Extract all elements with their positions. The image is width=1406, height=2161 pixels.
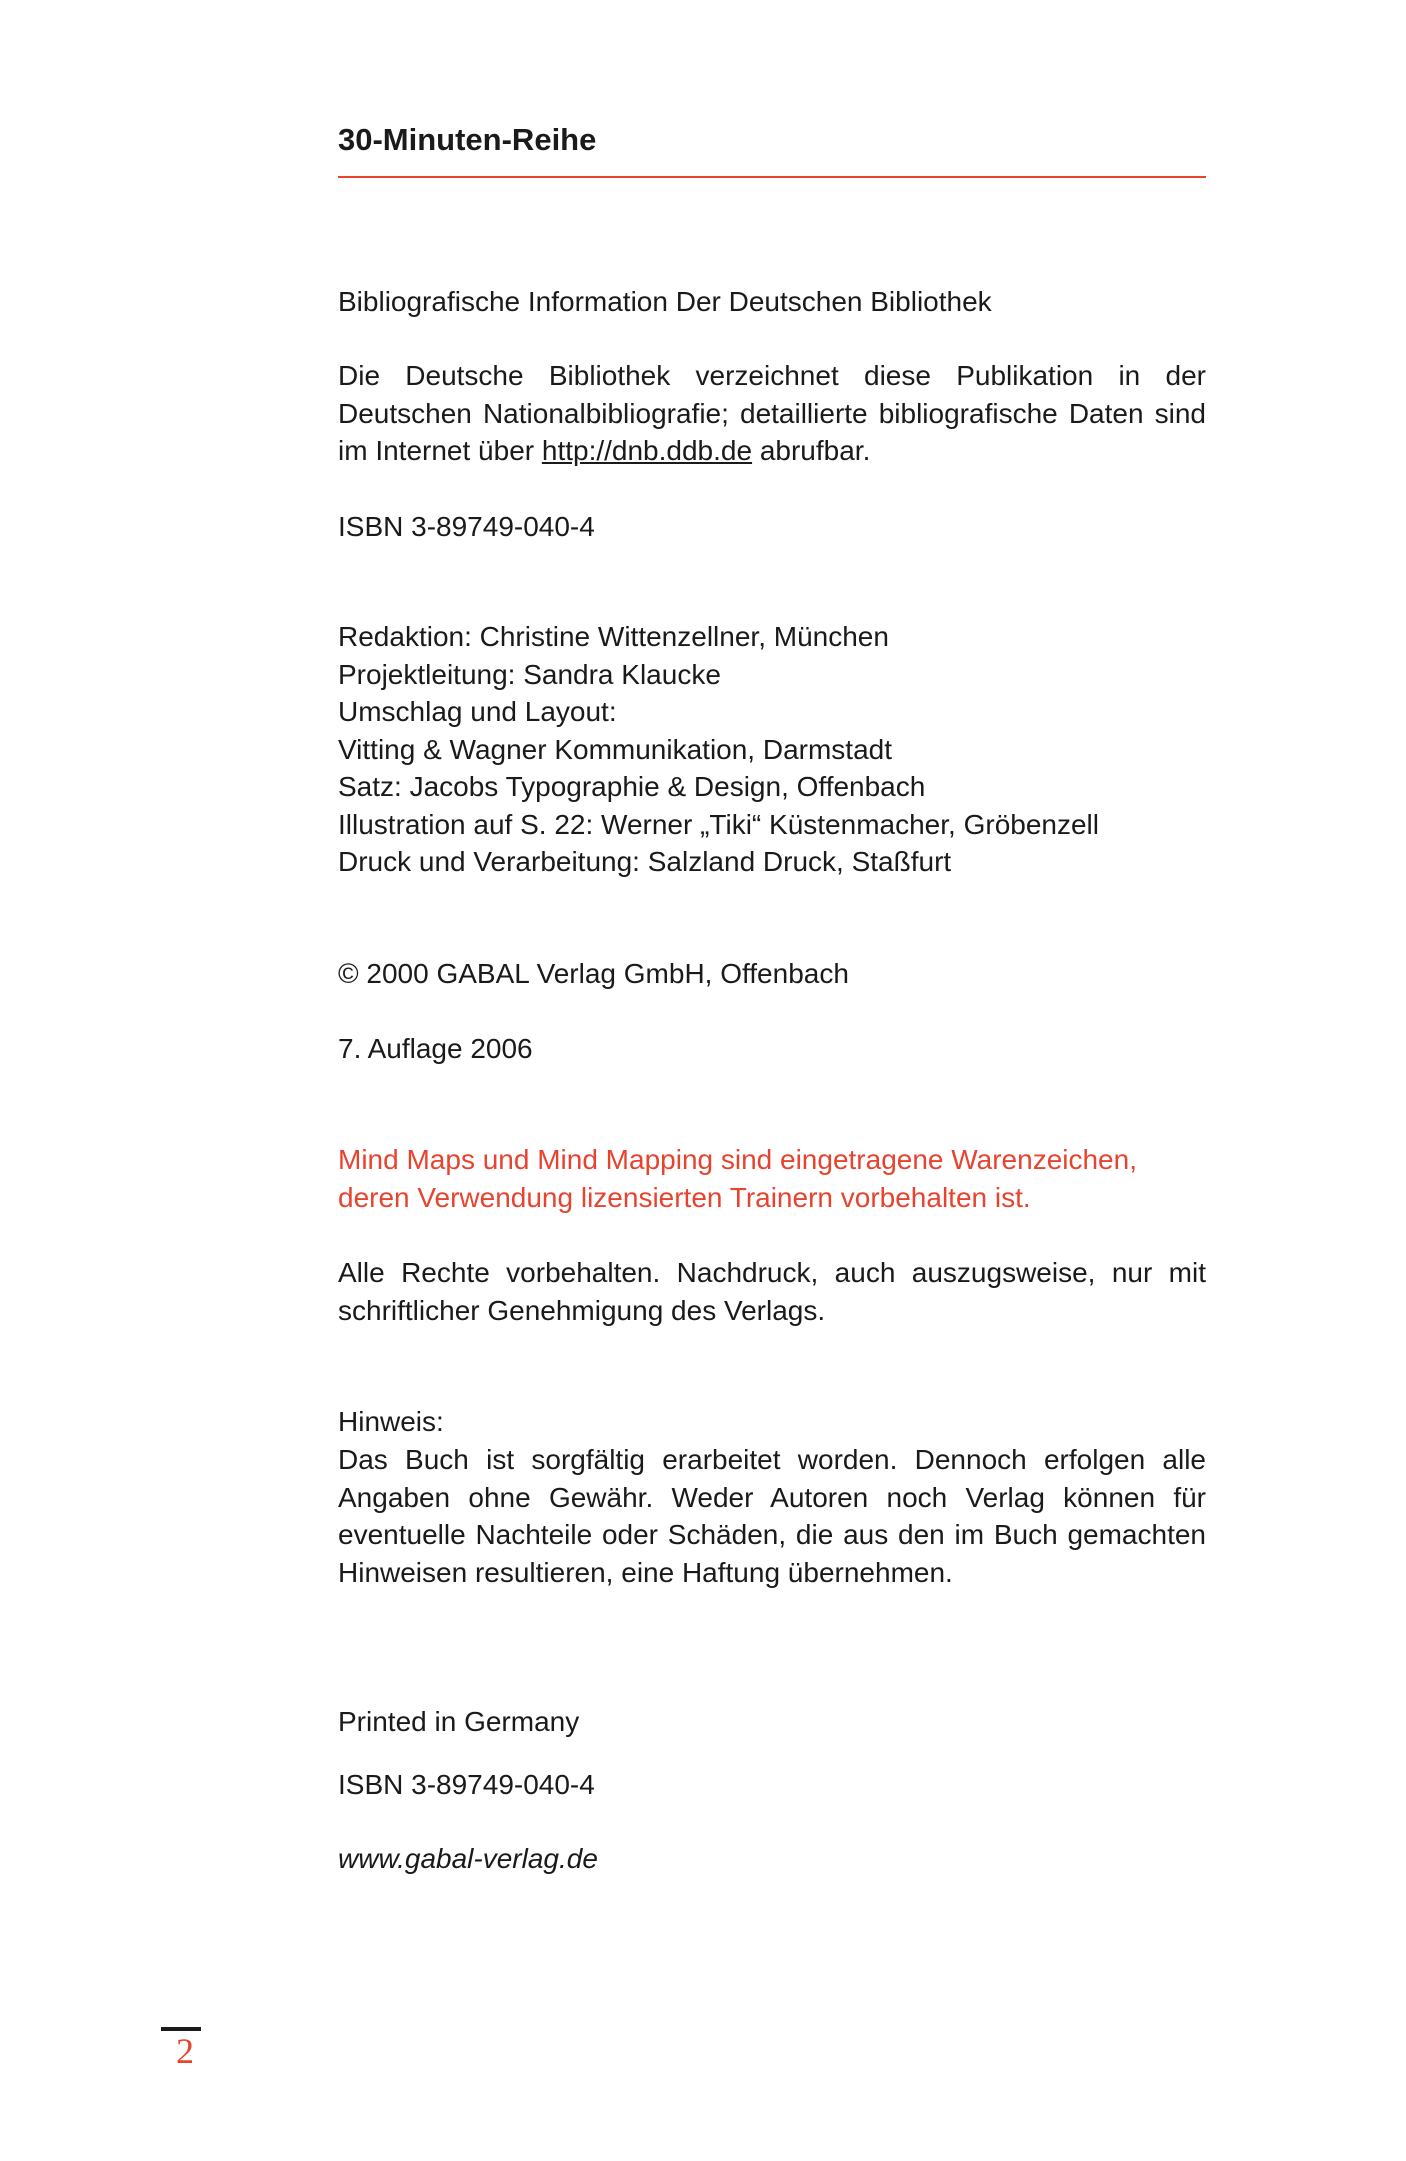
credit-line: Projektleitung: Sandra Klaucke <box>338 658 721 690</box>
series-title: 30-Minuten-Reihe <box>338 122 597 157</box>
credit-line: Umschlag und Layout: <box>338 696 617 727</box>
notice-label: Hinweis: <box>338 1406 444 1437</box>
trademark-notice: Mind Maps und Mind Mapping sind eingetragene Warenzeichen, deren Verwendung lizensierten Trainern vorbehalten ist. <box>338 1144 1137 1213</box>
credit-line: Druck und Verarbeitung: Salzland Druck, Staßfurt <box>338 846 952 877</box>
copyright-line: © 2000 GABAL Verlag GmbH, Offenbach <box>338 958 849 989</box>
dnb-link[interactable]: http://dnb.ddb.de <box>541 435 753 466</box>
bibliographic-text-end: abrufbar. <box>752 435 871 466</box>
isbn-line: ISBN 3-89749-040-4 <box>338 511 595 542</box>
rights-notice: Alle Rechte vorbehalten. Nachdruck, auch auszugsweise, nur mit schriftlicher Genehmigung des Verlags. <box>338 1257 1206 1326</box>
website-link[interactable]: www.gabal-verlag.de <box>338 1843 598 1874</box>
footer-isbn-line: ISBN 3-89749-040-4 <box>338 1769 595 1800</box>
credit-line: Vitting & Wagner Kommunikation, Darmstadt <box>338 733 893 765</box>
bibliographic-heading: Bibliografische Information Der Deutschen Bibliothek <box>338 286 992 317</box>
edition-line: 7. Auflage 2006 <box>338 1033 533 1064</box>
credits-block <box>338 618 1206 881</box>
credit-line: Redaktion: Christine Wittenzellner, München <box>338 621 889 652</box>
page-number: 2 <box>176 2031 194 2071</box>
header-rule <box>338 176 1206 178</box>
notice-text: Das Buch ist sorgfältig erarbeitet worden. Dennoch erfolgen alle Angaben ohne Gewähr. Weder Autoren noch Verlag können für eventuelle Nachteile oder Schäden, die aus den im Buch gemachten Hinweisen resultieren, eine Haftung übernehmen. <box>338 1444 1206 1588</box>
credit-line: Illustration auf S. 22: Werner „Tiki“ Küstenmacher, Gröbenzell <box>338 808 1099 840</box>
bibliographic-text: Die Deutsche Bibliothek verzeichnet diese Publikation in der Deutschen Nationalbibliografie; detaillierte bibliografische Daten sind im Internet über <box>338 360 1206 466</box>
bibliographic-paragraph <box>338 357 1206 470</box>
printed-in-line: Printed in Germany <box>338 1706 580 1737</box>
credit-line: Satz: Jacobs Typographie & Design, Offenbach <box>338 771 926 802</box>
